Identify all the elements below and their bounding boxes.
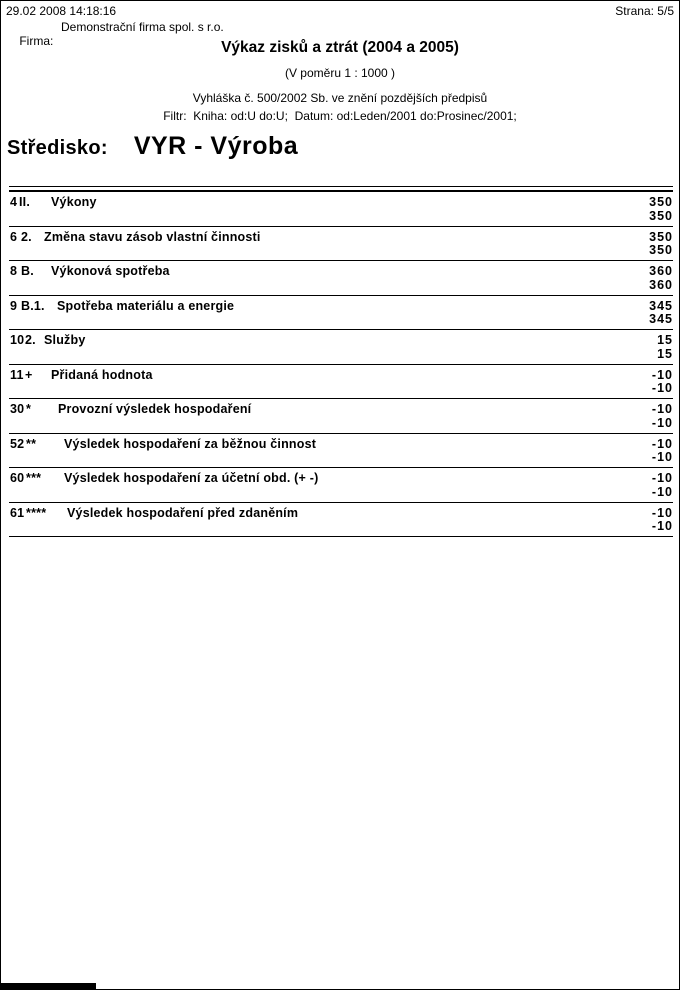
row-value-period-2: 15 <box>657 346 673 361</box>
row-code: B.1. <box>21 298 45 313</box>
row-value-period-2: 345 <box>649 312 673 326</box>
row-line-1 <box>9 333 673 347</box>
row-label: Změna stavu zásob vlastní činnosti <box>44 229 261 244</box>
row-code: 2. <box>21 229 32 244</box>
row-label: Přidaná hodnota <box>51 367 153 382</box>
row-line-2 <box>9 278 673 292</box>
cost-center-label: Středisko: <box>7 137 108 159</box>
table-row <box>9 227 673 262</box>
report-datetime: 29.02 2008 14:18:16 <box>6 4 117 18</box>
row-number: 30 <box>10 402 25 416</box>
row-code: + <box>25 367 33 382</box>
cost-center-value: VYR - Výroba <box>133 132 299 160</box>
row-line-1 <box>9 506 673 520</box>
row-code: 2. <box>25 333 36 347</box>
row-number: 61 <box>10 505 25 520</box>
company-name: Demonstrační firma spol. s r.o. <box>61 20 224 34</box>
row-value-period-2: -10 <box>651 415 673 430</box>
row-value-period-1: -10 <box>651 367 673 382</box>
row-number: 4 <box>10 195 18 209</box>
row-number: 60 <box>10 471 25 485</box>
header-line <box>6 4 674 18</box>
row-code: * <box>26 402 32 416</box>
row-line-1 <box>9 230 673 244</box>
row-line-2 <box>9 381 673 395</box>
row-number: 11 <box>10 367 24 382</box>
row-line-1 <box>9 402 673 416</box>
row-label: Výkonová spotřeba <box>51 264 170 278</box>
row-label: Provozní výsledek hospodaření <box>58 402 252 416</box>
table-row <box>9 503 673 538</box>
row-number: 9 <box>10 298 18 313</box>
row-code: II. <box>19 195 31 209</box>
table-row <box>9 468 673 503</box>
page-indicator: Strana: 5/5 <box>615 4 674 18</box>
row-value-period-2: 360 <box>649 277 673 292</box>
row-value-period-2: -10 <box>651 381 673 395</box>
row-value-period-1: 350 <box>649 195 673 209</box>
table-row <box>9 296 673 331</box>
row-line-1 <box>9 299 673 313</box>
table-row <box>9 365 673 400</box>
report-title: Výkaz zisků a ztrát (2004 a 2005) <box>221 39 459 56</box>
row-line-1 <box>9 437 673 451</box>
row-line-2 <box>9 416 673 430</box>
row-line-2 <box>9 450 673 464</box>
row-value-period-1: 15 <box>657 333 673 347</box>
cost-center-line <box>7 132 673 161</box>
row-value-period-1: -10 <box>651 505 673 520</box>
row-label: Výkony <box>51 195 97 209</box>
profit-loss-table <box>9 186 673 537</box>
row-number: 6 <box>10 229 18 244</box>
row-code: *** <box>26 471 42 485</box>
table-row <box>9 192 673 227</box>
table-row <box>9 261 673 296</box>
table-row <box>9 434 673 469</box>
row-line-1 <box>9 264 673 278</box>
table-rows <box>9 192 673 537</box>
ratio-note: (V poměru 1 : 1000 ) <box>284 66 396 80</box>
filter-note: Filtr: Kniha: od:U do:U; Datum: od:Leden/2001 do:Prosinec/2001; <box>163 109 517 123</box>
footer-bar <box>1 983 96 989</box>
row-line-2 <box>9 209 673 223</box>
row-value-period-2: -10 <box>651 450 673 464</box>
row-code: B. <box>21 264 34 278</box>
company-label: Firma: <box>19 34 54 48</box>
row-line-2 <box>9 519 673 533</box>
row-label: Spotřeba materiálu a energie <box>57 298 235 313</box>
row-code: ** <box>26 436 37 451</box>
row-label: Služby <box>44 333 86 347</box>
row-value-period-2: 350 <box>649 208 673 223</box>
row-value-period-2: -10 <box>651 519 673 533</box>
row-code: **** <box>26 505 47 520</box>
row-line-2 <box>9 347 673 361</box>
row-value-period-1: -10 <box>651 402 673 416</box>
regulation-note: Vyhláška č. 500/2002 Sb. ve znění pozdějších předpisů <box>192 91 488 105</box>
row-line-1 <box>9 195 673 209</box>
row-number: 10 <box>10 333 25 347</box>
row-label: Výsledek hospodaření před zdaněním <box>67 505 299 520</box>
row-value-period-1: -10 <box>651 436 673 451</box>
row-value-period-1: 345 <box>649 298 673 313</box>
row-value-period-2: -10 <box>651 484 673 499</box>
table-row <box>9 399 673 434</box>
row-label: Výsledek hospodaření za běžnou činnost <box>64 436 317 451</box>
row-number: 8 <box>10 264 18 278</box>
row-value-period-1: 350 <box>649 229 673 244</box>
table-row <box>9 330 673 365</box>
row-line-2 <box>9 312 673 326</box>
row-line-1 <box>9 471 673 485</box>
row-line-2 <box>9 485 673 499</box>
row-number: 52 <box>10 436 25 451</box>
row-value-period-1: 360 <box>649 264 673 278</box>
row-value-period-2: 350 <box>649 243 673 257</box>
row-line-1 <box>9 368 673 382</box>
row-value-period-1: -10 <box>651 471 673 485</box>
row-line-2 <box>9 243 673 257</box>
row-label: Výsledek hospodaření za účetní obd. (+ -) <box>64 471 319 485</box>
